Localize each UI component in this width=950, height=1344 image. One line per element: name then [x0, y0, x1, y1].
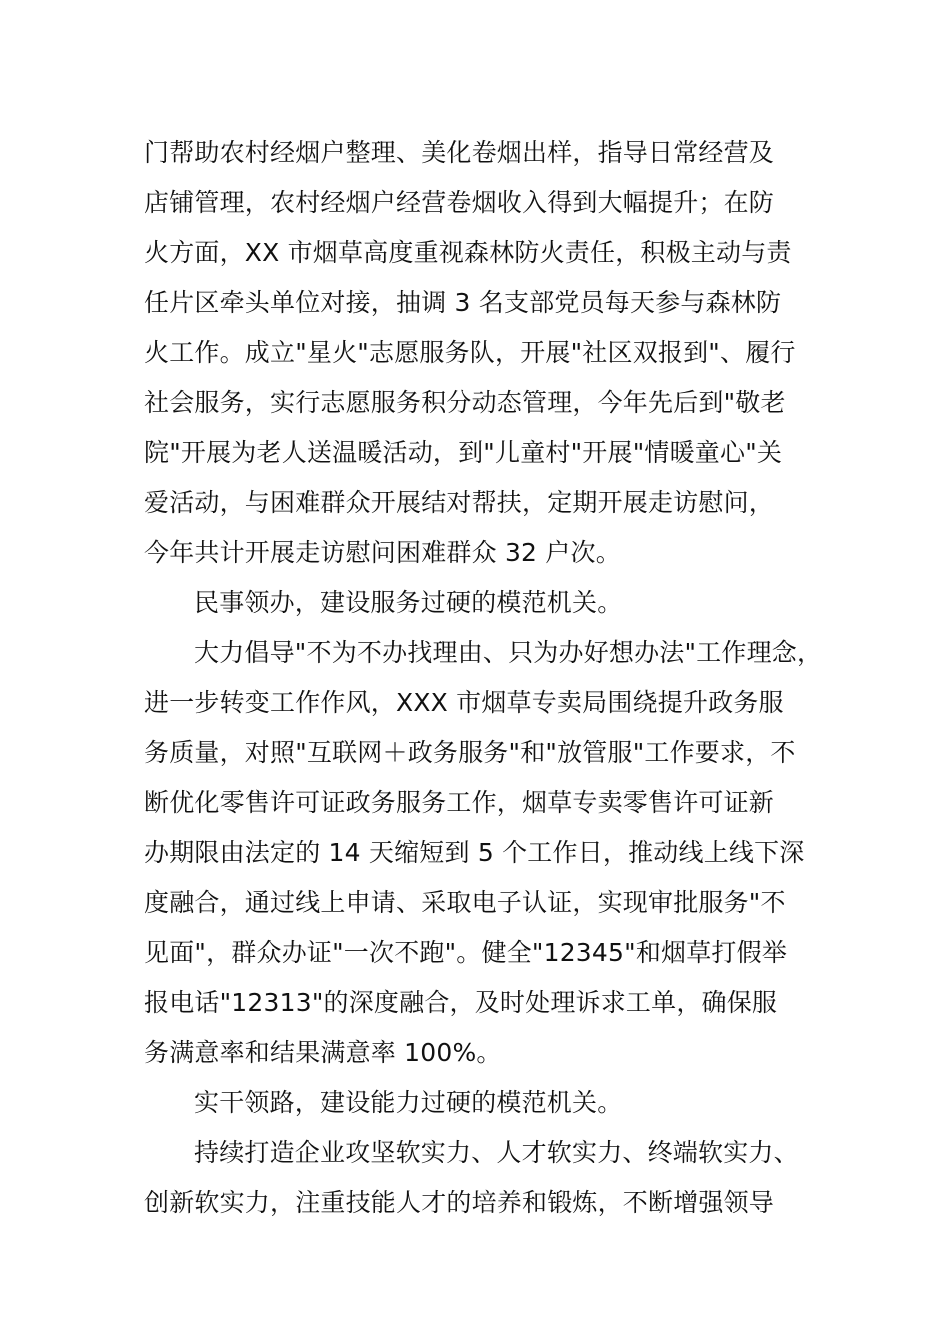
text-line: 火方面，XX 市烟草高度重视森林防火责任，积极主动与责: [144, 238, 792, 267]
text-line: 务满意率和结果满意率 100%。: [144, 1038, 502, 1067]
document-body: [144, 128, 844, 1228]
text-line: 门帮助农村经烟户整理、美化卷烟出样，指导日常经营及: [144, 138, 775, 167]
text-line: 断优化零售许可证政务服务工作，烟草专卖零售许可证新: [144, 788, 775, 817]
section-heading: 实干领路，建设能力过硬的模范机关。: [194, 1088, 623, 1117]
text-line: 报电话"12313"的深度融合，及时处理诉求工单，确保服: [144, 988, 778, 1017]
paragraph-first-line: 持续打造企业攻坚软实力、人才软实力、终端软实力、: [194, 1138, 799, 1167]
text-line: 店铺管理，农村经烟户经营卷烟收入得到大幅提升；在防: [144, 188, 775, 217]
text-line: 进一步转变工作作风，XXX 市烟草专卖局围绕提升政务服: [144, 688, 784, 717]
text-line: 务质量，对照"互联网＋政务服务"和"放管服"工作要求，不: [144, 738, 796, 767]
text-line: 院"开展为老人送温暖活动，到"儿童村"开展"情暖童心"关: [144, 438, 783, 467]
text-line: 今年共计开展走访慰问困难群众 32 户次。: [144, 538, 621, 567]
section-heading: 民事领办，建设服务过硬的模范机关。: [194, 588, 623, 617]
text-line: 创新软实力，注重技能人才的培养和锻炼，不断增强领导: [144, 1188, 775, 1217]
text-line: 度融合，通过线上申请、采取电子认证，实现审批服务"不: [144, 888, 786, 917]
text-line: 社会服务，实行志愿服务积分动态管理，今年先后到"敬老: [144, 388, 786, 417]
text-line: 任片区牵头单位对接，抽调 3 名支部党员每天参与森林防: [144, 288, 782, 317]
text-line: 爱活动，与困难群众开展结对帮扶，定期开展走访慰问，: [144, 488, 775, 517]
text-line: 火工作。成立"星火"志愿服务队，开展"社区双报到"、履行: [144, 338, 796, 367]
text-line: 办期限由法定的 14 天缩短到 5 个工作日，推动线上线下深: [144, 838, 805, 867]
paragraph-first-line: 大力倡导"不为不办找理由、只为办好想办法"工作理念，: [194, 638, 823, 667]
text-line: 见面"，群众办证"一次不跑"。健全"12345"和烟草打假举: [144, 938, 788, 967]
